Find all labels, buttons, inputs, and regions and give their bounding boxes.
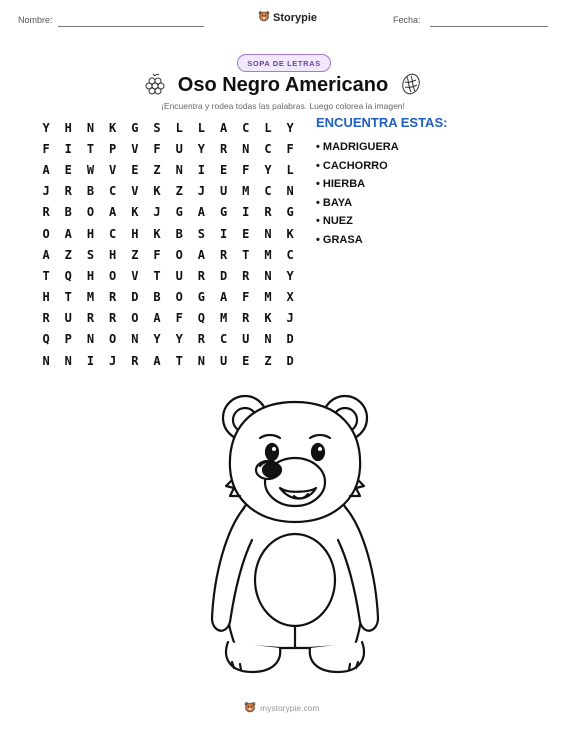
grid-letter[interactable]: R [131,353,139,368]
grid-letter[interactable]: D [286,332,294,347]
grid-letter[interactable]: Z [175,184,183,199]
grid-letter[interactable]: B [86,184,95,199]
grid-letter[interactable]: N [175,162,183,177]
grid-letter[interactable]: N [264,268,272,283]
grid-letter[interactable]: Q [197,311,206,326]
page-title: Oso Negro Americano [177,74,389,96]
grid-letter[interactable]: Z [64,247,72,262]
grid-letter[interactable]: S [86,247,95,262]
grid-letter[interactable]: A [153,353,161,368]
instructions: ¡Encuentra y rodea todas las palabras. Luego colorea la imagen! [161,101,405,111]
grid-letter[interactable]: V [131,268,139,283]
grid-letter[interactable]: A [153,311,161,326]
grid-letter[interactable]: M [264,247,272,262]
grid-letter[interactable]: T [64,290,72,305]
grid-letter[interactable]: B [175,226,183,241]
grid-letter[interactable]: U [219,353,228,368]
grid-letter[interactable]: C [242,120,250,135]
grid-letter[interactable]: Y [264,162,272,177]
grid-letter[interactable]: E [64,162,72,177]
grid-letter[interactable]: A [197,205,206,220]
word-item: • NUEZ [316,215,353,228]
grid-letter[interactable]: G [197,290,206,305]
grid-letter[interactable]: Y [286,268,294,283]
grid-letter[interactable]: O [109,268,117,283]
grid-letter[interactable]: U [242,332,250,347]
grid-letter[interactable]: R [242,311,250,326]
grid-letter[interactable]: I [219,226,228,241]
grid-row [35,308,301,329]
grid-letter[interactable]: O [86,205,95,220]
grid-letter[interactable]: V [131,184,139,199]
grid-letter[interactable]: K [131,205,139,220]
grid-letter[interactable]: N [86,120,95,135]
grid-letter[interactable]: Q [64,268,72,283]
grid-letter[interactable]: G [219,205,228,220]
grid-letter[interactable]: V [131,141,139,156]
grid-letter[interactable]: K [264,311,272,326]
grid-letter[interactable]: A [219,290,228,305]
footer [244,701,320,715]
grid-letter[interactable]: F [286,141,294,156]
grid-letter[interactable]: T [242,247,250,262]
grid-letter[interactable]: E [242,353,250,368]
grid-letter[interactable]: C [109,226,117,241]
grid-letter[interactable]: A [42,247,50,262]
grid-letter[interactable]: N [197,353,206,368]
grid-letter[interactable]: J [197,184,206,199]
word-list [316,138,399,250]
word-search-grid[interactable] [35,117,301,371]
grid-row [35,287,301,308]
date-line[interactable] [430,26,548,27]
grid-letter[interactable]: B [64,205,72,220]
grid-letter[interactable]: N [42,353,50,368]
grid-row [35,265,301,286]
grid-letter[interactable]: Z [153,162,161,177]
name-label: Nombre: [18,15,53,25]
grid-letter[interactable]: F [242,290,250,305]
grid-letter[interactable]: D [219,268,228,283]
grid-letter[interactable]: C [219,332,228,347]
grid-letter[interactable]: M [86,290,95,305]
grid-letter[interactable]: M [264,290,272,305]
word-item: • BAYA [316,196,353,209]
grid-letter[interactable]: K [286,226,294,241]
grid-letter[interactable]: F [42,141,50,156]
grid-letter[interactable]: V [109,162,117,177]
grid-letter[interactable]: O [109,332,117,347]
grid-letter[interactable]: N [286,184,294,199]
grid-row [35,159,301,180]
grid-letter[interactable]: Z [264,353,272,368]
grid-letter[interactable]: J [109,353,117,368]
grid-letter[interactable]: H [64,120,72,135]
word-item: • GRASA [316,233,363,246]
grid-letter[interactable]: R [64,184,72,199]
grid-letter[interactable]: R [197,332,206,347]
grid-letter[interactable]: T [42,268,50,283]
grid-letter[interactable]: Z [131,247,139,262]
grid-letter[interactable]: S [197,226,206,241]
word-item: • CACHORRO [316,159,388,172]
bear-illustration [200,390,390,685]
grid-letter[interactable]: E [242,226,250,241]
grid-letter[interactable]: H [86,226,95,241]
grid-row [35,181,301,202]
date-label: Fecha: [393,15,421,25]
grid-letter[interactable]: O [175,290,183,305]
grid-row [35,202,301,223]
grid-letter[interactable]: Y [175,332,183,347]
grid-letter[interactable]: I [242,205,250,220]
grid-letter[interactable]: A [109,205,117,220]
grid-letter[interactable]: L [175,120,183,135]
grid-letter[interactable]: H [109,247,117,262]
grid-letter[interactable]: R [42,311,50,326]
word-list-title: ENCUENTRA ESTAS: [316,115,448,130]
word-item: • MADRIGUERA [316,141,399,153]
grid-letter[interactable]: N [264,226,272,241]
grid-letter[interactable]: R [219,141,228,156]
grid-letter[interactable]: A [64,226,72,241]
grid-letter[interactable]: H [42,290,50,305]
activity-badge: SOPA DE LETRAS [237,54,331,72]
grid-letter[interactable]: U [219,184,228,199]
grid-letter[interactable]: C [286,247,294,262]
grid-letter[interactable]: U [64,311,72,326]
word-item: • HIERBA [316,178,366,191]
grid-row [35,223,301,244]
grid-letter[interactable]: Y [286,120,294,135]
grid-letter[interactable]: F [153,141,161,156]
grid-letter[interactable]: N [131,332,139,347]
grid-letter[interactable]: R [219,247,228,262]
grid-letter[interactable]: N [264,332,272,347]
grid-letter[interactable]: O [175,247,183,262]
grid-letter[interactable]: A [42,162,50,177]
grid-letter[interactable]: C [109,184,117,199]
brand-logo [258,10,317,25]
grid-letter[interactable]: U [175,141,183,156]
grid-row [35,117,301,138]
name-line[interactable] [58,26,204,27]
grid-letter[interactable]: A [219,120,228,135]
grid-letter[interactable]: I [86,353,95,368]
grid-letter[interactable]: Y [153,332,161,347]
grid-letter[interactable]: R [86,311,95,326]
grid-letter[interactable]: T [175,353,183,368]
bear-logo-icon [244,701,256,715]
grid-letter[interactable]: L [264,120,272,135]
grid-letter[interactable]: F [153,247,161,262]
nut-icon [399,72,423,101]
grid-letter[interactable]: E [219,162,228,177]
grid-letter[interactable]: J [42,184,50,199]
grid-letter[interactable]: F [242,162,250,177]
grid-letter[interactable]: M [242,184,250,199]
grid-letter[interactable]: Y [42,120,50,135]
footer-url: mystorypie.com [260,703,320,713]
grid-letter[interactable]: R [109,311,117,326]
brand-name: Storypie [273,11,318,24]
grid-letter[interactable]: N [64,353,72,368]
grid-letter[interactable]: G [175,205,183,220]
grid-letter[interactable]: K [153,226,161,241]
grid-letter[interactable]: K [153,184,161,199]
bear-logo-icon [258,10,270,25]
grid-letter[interactable]: C [264,184,272,199]
grid-letter[interactable]: L [286,162,294,177]
grid-letter[interactable]: J [153,205,161,220]
grid-letter[interactable]: I [197,162,206,177]
grid-letter[interactable]: R [197,268,206,283]
grid-letter[interactable]: J [286,311,294,326]
grid-letter[interactable]: F [175,311,183,326]
grid-letter[interactable]: Y [197,141,206,156]
grid-row [35,329,301,350]
grid-letter[interactable]: G [286,205,294,220]
grid-letter[interactable]: M [219,311,228,326]
grid-letter[interactable]: R [109,290,117,305]
grid-letter[interactable]: U [175,268,183,283]
grid-letter[interactable]: G [131,120,139,135]
grid-letter[interactable]: T [153,268,161,283]
grid-letter[interactable]: R [264,205,272,220]
grid-letter[interactable]: E [131,162,139,177]
grid-letter[interactable]: R [242,268,250,283]
grid-letter[interactable]: H [131,226,139,241]
grid-letter[interactable]: P [64,332,72,347]
grid-letter[interactable]: D [131,290,139,305]
grid-letter[interactable]: K [109,120,117,135]
grid-letter[interactable]: W [86,162,95,177]
grid-letter[interactable]: A [197,247,206,262]
grid-letter[interactable]: S [153,120,161,135]
grid-letter[interactable]: P [109,141,117,156]
grid-letter[interactable]: Q [42,332,50,347]
grid-letter[interactable]: R [42,205,50,220]
grid-letter[interactable]: D [286,353,294,368]
grid-letter[interactable]: C [264,141,272,156]
grid-letter[interactable]: I [64,141,72,156]
grid-row [35,244,301,265]
grid-row [35,138,301,159]
grid-letter[interactable]: B [153,290,161,305]
grid-letter[interactable]: X [286,290,294,305]
grid-letter[interactable]: N [242,141,250,156]
grid-letter[interactable]: O [131,311,139,326]
grid-letter[interactable]: L [197,120,206,135]
grid-row [35,350,301,371]
grid-letter[interactable]: N [86,332,95,347]
grid-letter[interactable]: T [86,141,95,156]
grid-letter[interactable]: O [42,226,50,241]
grid-letter[interactable]: H [86,268,95,283]
